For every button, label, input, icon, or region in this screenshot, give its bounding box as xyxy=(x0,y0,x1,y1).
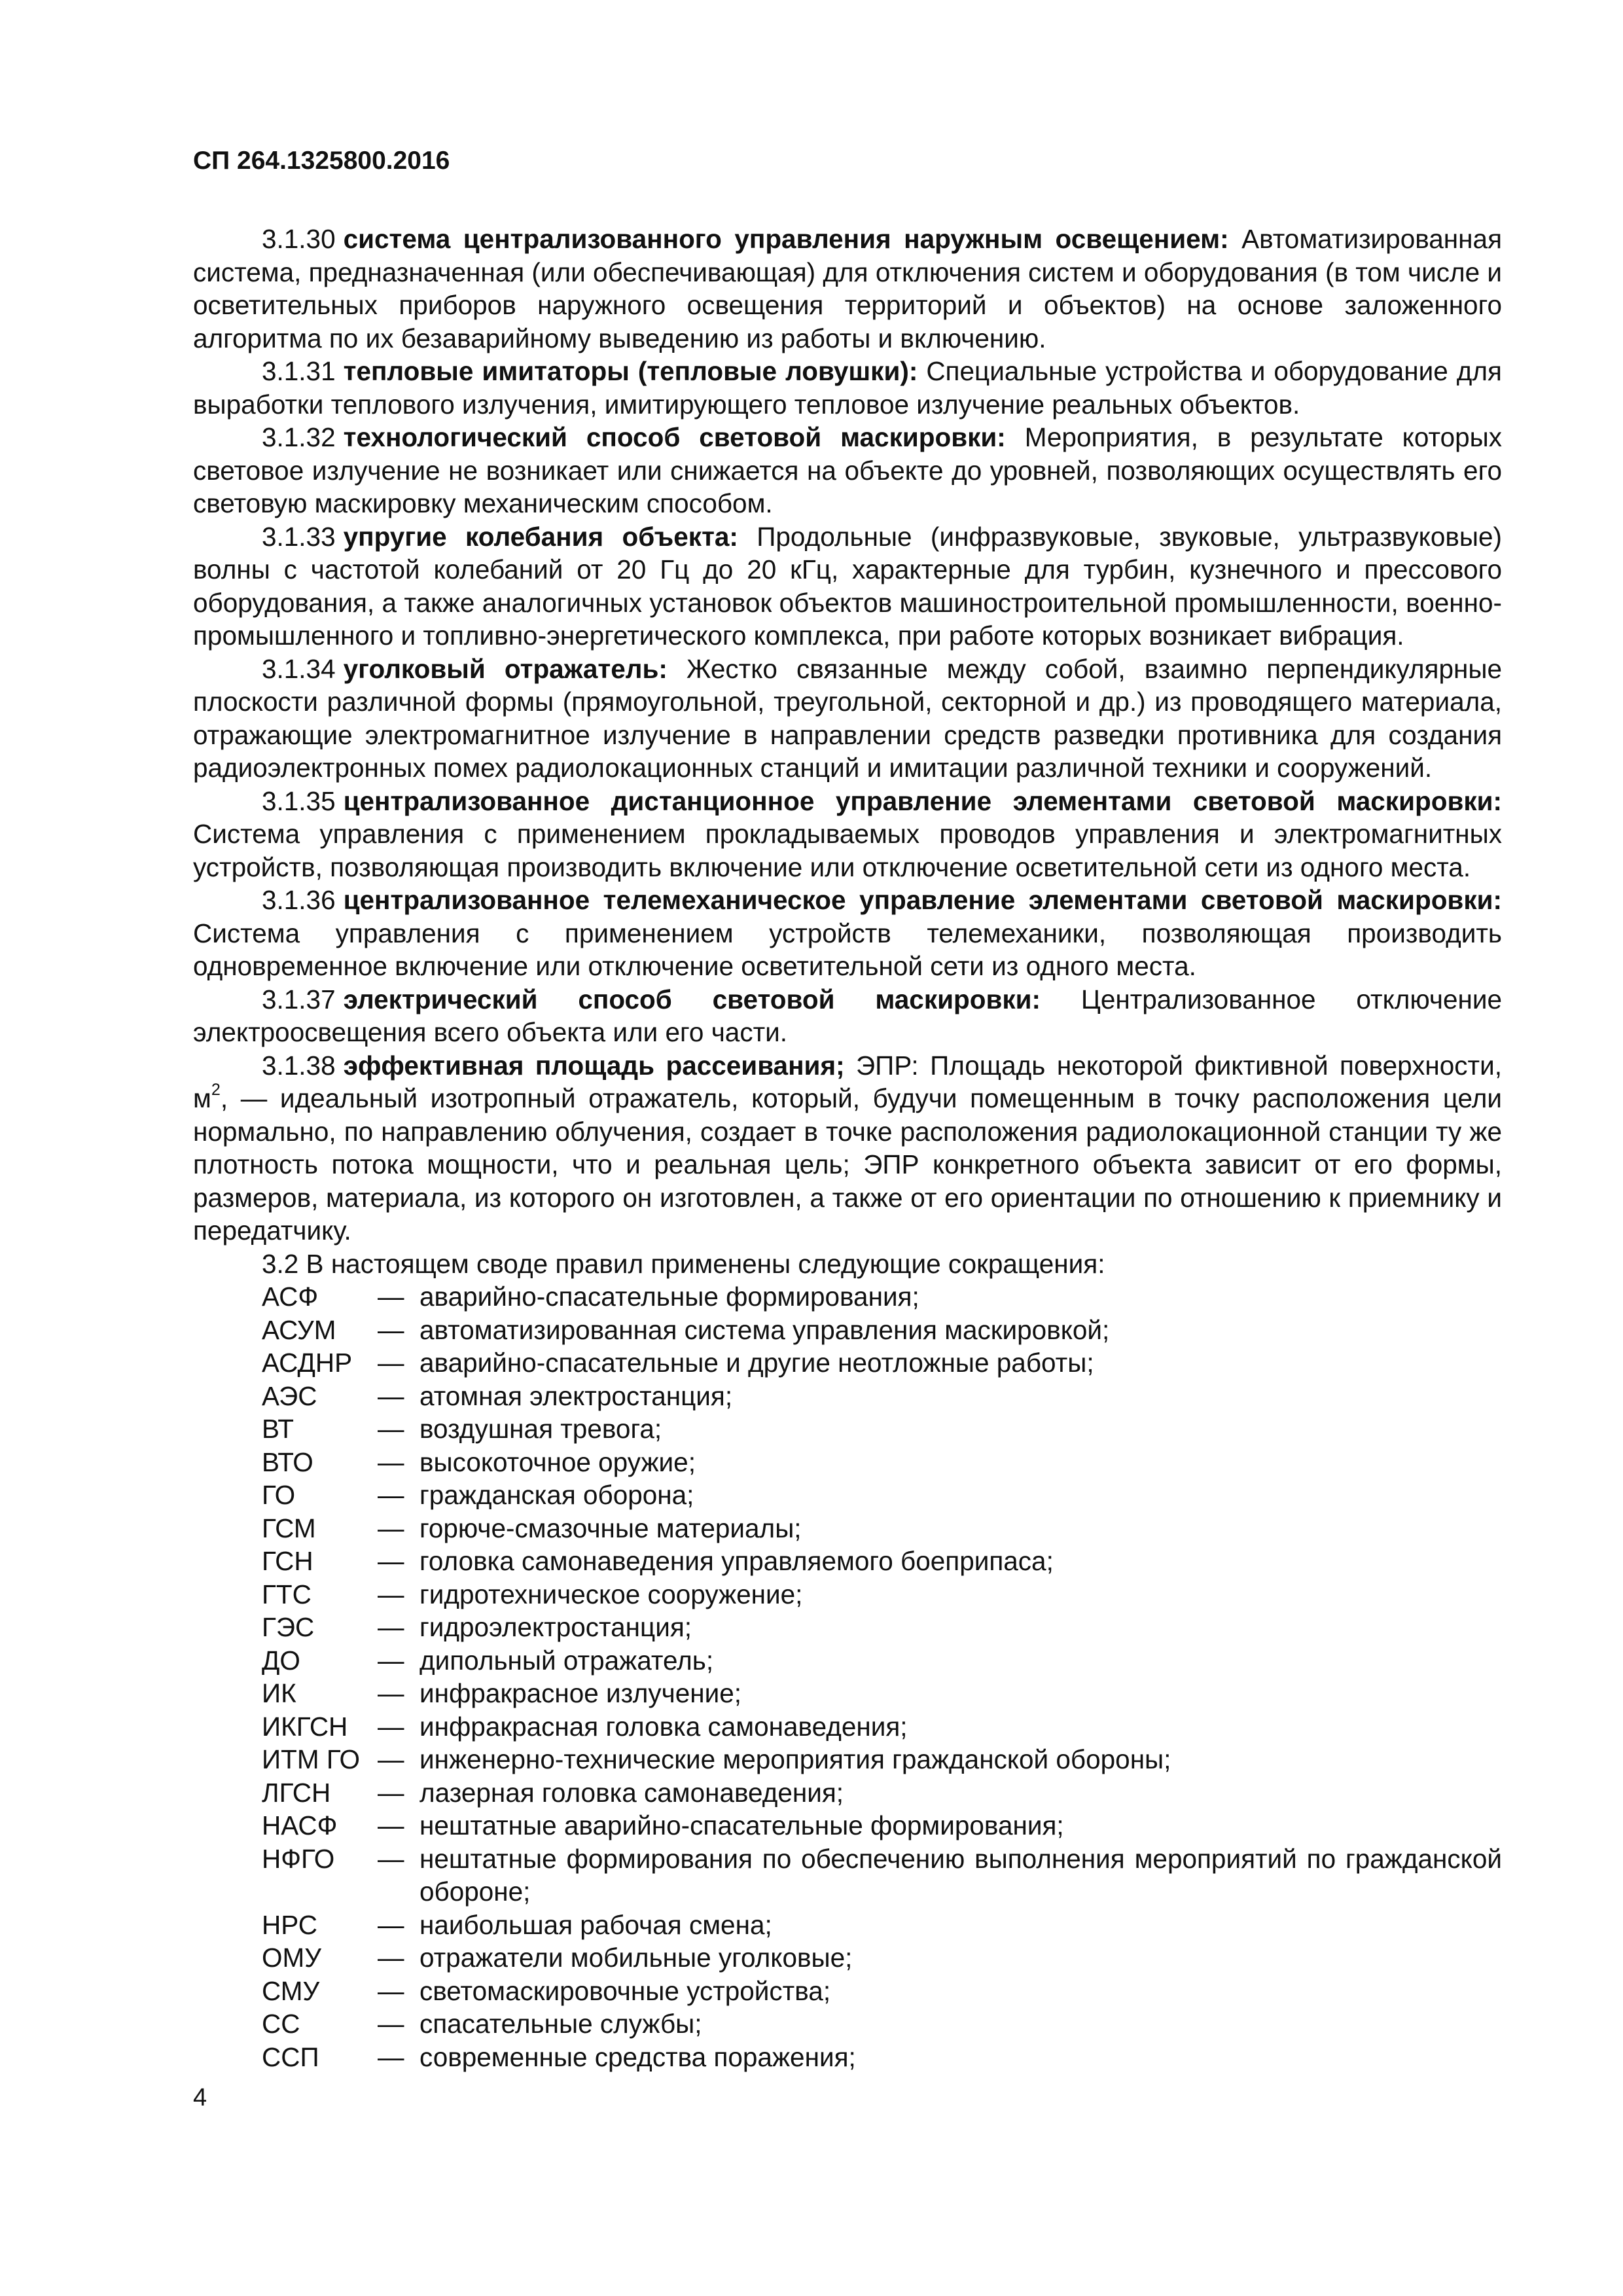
abbreviation-dash: — xyxy=(378,1744,404,1774)
abbreviation-item xyxy=(193,1776,1502,1810)
page-number: 4 xyxy=(193,2084,207,2111)
abbreviation-code: НАСФ xyxy=(262,1810,338,1840)
abbreviation-item xyxy=(193,1809,1502,1842)
abbreviation-item xyxy=(193,1710,1502,1744)
abbreviation-code: АСДНР xyxy=(262,1348,353,1378)
definition-text: Специальные устройства и оборудование для выработки теплового излучения, имитирующего тепловое излучение реальных объектов. xyxy=(193,356,1502,420)
definition-number: 3.1.36 xyxy=(262,885,336,915)
abbreviation-dash: — xyxy=(378,1975,404,2006)
abbreviation-item xyxy=(193,1479,1502,1512)
abbreviation-code: АСУМ xyxy=(262,1314,336,1345)
abbreviation-dash: — xyxy=(378,1645,404,1676)
definition-text: Жестко связанные между собой, взаимно перпендикулярные плоскости различной формы (прямоугольной, треугольной, секторной и др.) из проводящего материала, отражающие электромагнитное излучение в направлении средств разведки противника для создания радиоэлектронных помех радиолокационных станций и имитации различной техники и сооружений. xyxy=(193,653,1502,783)
abbreviation-definition: высокоточное оружие; xyxy=(419,1446,696,1477)
definition-3-1-32 xyxy=(193,421,1502,520)
superscript-exponent: 2 xyxy=(211,1081,221,1100)
abbreviation-dash: — xyxy=(378,2009,404,2039)
abbreviation-code: ИТМ ГО xyxy=(262,1744,360,1774)
definition-3-1-35 xyxy=(193,785,1502,884)
abbreviation-item xyxy=(193,1975,1502,2008)
definition-3-1-30 xyxy=(193,223,1502,355)
abbreviation-dash: — xyxy=(378,1480,404,1510)
abbreviation-item xyxy=(193,1842,1502,1909)
definition-3-1-31 xyxy=(193,355,1502,421)
abbreviation-dash: — xyxy=(378,1678,404,1708)
page-body xyxy=(193,223,1502,2073)
definition-term: электрический способ световой маскировки: xyxy=(343,984,1041,1014)
abbreviation-dash: — xyxy=(378,1282,404,1312)
abbreviation-dash: — xyxy=(378,1909,404,1940)
abbreviation-dash: — xyxy=(378,1777,404,1808)
abbreviation-dash: — xyxy=(378,2041,404,2072)
abbreviation-code: ГТС xyxy=(262,1579,312,1609)
abbreviation-dash: — xyxy=(378,1579,404,1609)
abbreviation-dash: — xyxy=(378,1546,404,1576)
abbreviation-item xyxy=(193,1412,1502,1446)
abbreviation-list xyxy=(193,1280,1502,2073)
definition-3-1-38 xyxy=(193,1049,1502,1247)
abbreviation-definition: воздушная тревога; xyxy=(419,1414,662,1444)
abbreviation-definition: инженерно-технические мероприятия гражданской обороны; xyxy=(419,1744,1171,1774)
abbreviation-definition: атомная электростанция; xyxy=(419,1380,733,1411)
abbreviation-item xyxy=(193,2041,1502,2074)
abbreviation-dash: — xyxy=(378,1348,404,1378)
abbreviation-definition: нештатные аварийно-спасательные формирования; xyxy=(419,1810,1064,1840)
definition-term: уголковый отражатель: xyxy=(343,653,668,684)
definition-text-continued: , — идеальный изотропный отражатель, который, будучи помещенным в точку расположения цели нормально, по направлению облучения, создает в точке расположения радиолокационной станции ту же плотность потока мощности, что и реальная цель; ЭПР конкретного объекта зависит от его формы, размеров, материала, из которого он изготовлен, а также от его ориентации по отношению к приемнику и передатчику. xyxy=(193,1083,1502,1246)
definition-number: 3.1.32 xyxy=(262,422,336,452)
abbreviation-code: НФГО xyxy=(262,1843,335,1874)
abbreviation-definition: современные средства поражения; xyxy=(419,2041,856,2072)
definition-number: 3.1.31 xyxy=(262,356,336,386)
abbreviation-dash: — xyxy=(378,1843,404,1874)
definition-term: тепловые имитаторы (тепловые ловушки): xyxy=(343,356,918,386)
document-code-header: СП 264.1325800.2016 xyxy=(193,147,450,175)
abbreviation-item xyxy=(193,1611,1502,1644)
abbreviation-definition: автоматизированная система управления маскировкой; xyxy=(419,1314,1110,1345)
abbreviation-definition: аварийно-спасательные формирования; xyxy=(419,1282,919,1312)
definition-term: эффективная площадь рассеивания; xyxy=(343,1050,845,1081)
abbreviation-code: НРС xyxy=(262,1909,318,1940)
definition-term: упругие колебания объекта: xyxy=(343,521,738,552)
abbreviation-dash: — xyxy=(378,1314,404,1345)
definition-number: 3.1.33 xyxy=(262,521,336,552)
abbreviation-code: СС xyxy=(262,2009,300,2039)
definition-term: централизованное дистанционное управление элементами световой маскировки: xyxy=(343,785,1502,816)
abbreviation-item xyxy=(193,1314,1502,1347)
definition-term: система централизованного управления наружным освещением: xyxy=(343,224,1229,254)
abbreviation-dash: — xyxy=(378,1513,404,1543)
definition-3-1-37 xyxy=(193,983,1502,1049)
abbreviation-code: АЭС xyxy=(262,1380,317,1411)
definition-3-1-33 xyxy=(193,520,1502,653)
abbreviation-code: ГО xyxy=(262,1480,296,1510)
abbreviation-code: АСФ xyxy=(262,1282,319,1312)
definition-text: Система управления с применением прокладываемых проводов управления и электромагнитных устройств, позволяющая производить включение или отключение осветительной сети из одного места. xyxy=(193,819,1502,882)
abbreviation-definition: головка самонаведения управляемого боеприпаса; xyxy=(419,1546,1054,1576)
abbreviation-dash: — xyxy=(378,1943,404,1973)
abbreviation-definition: горюче-смазочные материалы; xyxy=(419,1513,802,1543)
abbreviation-definition: аварийно-спасательные и другие неотложные работы; xyxy=(419,1348,1094,1378)
abbreviation-item xyxy=(193,1346,1502,1380)
abbreviation-item xyxy=(193,1644,1502,1677)
definition-text: Система управления с применением устройств телемеханики, позволяющая производить одновременное включение или отключение осветительной сети из одного места. xyxy=(193,918,1502,981)
abbreviation-definition: инфракрасная головка самонаведения; xyxy=(419,1711,908,1742)
abbreviation-code: ГСН xyxy=(262,1546,313,1576)
abbreviation-item xyxy=(193,1677,1502,1710)
abbreviation-item xyxy=(193,2007,1502,2041)
abbreviation-dash: — xyxy=(378,1446,404,1477)
abbreviation-code: ЛГСН xyxy=(262,1777,331,1808)
definition-term: централизованное телемеханическое управление элементами световой маскировки: xyxy=(343,885,1502,915)
definition-text: Централизованное отключение электроосвещения всего объекта или его части. xyxy=(193,984,1502,1047)
abbreviation-definition: наибольшая рабочая смена; xyxy=(419,1909,772,1940)
definition-text: Продольные (инфразвуковые, звуковые, ультразвуковые) волны с частотой колебаний от 20 Гц до 20 кГц, характерные для турбин, кузнечного и прессового оборудования, а также аналогичных установок объектов машиностроительной промышленности, военно-промышленного и топливно-энергетического комплекса, при работе которых возникает вибрация. xyxy=(193,521,1502,651)
abbreviations-intro: 3.2 В настоящем своде правил применены следующие сокращения: xyxy=(262,1248,1105,1279)
abbreviation-dash: — xyxy=(378,1414,404,1444)
definition-number: 3.1.34 xyxy=(262,653,336,684)
abbreviation-item xyxy=(193,1280,1502,1314)
abbreviation-item xyxy=(193,1545,1502,1578)
abbreviation-definition: дипольный отражатель; xyxy=(419,1645,714,1676)
abbreviation-definition: светомаскировочные устройства; xyxy=(419,1975,831,2006)
abbreviation-dash: — xyxy=(378,1612,404,1642)
definition-number: 3.1.37 xyxy=(262,984,336,1014)
definition-term: технологический способ световой маскировки: xyxy=(343,422,1006,452)
abbreviation-definition: отражатели мобильные уголковые; xyxy=(419,1943,853,1973)
definition-text: Автоматизированная система, предназначенная (или обеспечивающая) для отключения систем и оборудования (в том числе и осветительных приборов наружного освещения территорий и объектов) на основе заложенного алгоритма по их безаварийному выведению из работы и включению. xyxy=(193,224,1502,353)
definition-number: 3.1.35 xyxy=(262,785,336,816)
abbreviation-definition: гидроэлектростанция; xyxy=(419,1612,692,1642)
abbreviation-code: ССП xyxy=(262,2041,319,2072)
abbreviation-definition: нештатные формирования по обеспечению выполнения мероприятий по гражданской обороне; xyxy=(419,1843,1502,1907)
abbreviation-code: ИК xyxy=(262,1678,296,1708)
abbreviation-code: ГСМ xyxy=(262,1513,316,1543)
abbreviation-item xyxy=(193,1909,1502,1942)
abbreviation-definition: гражданская оборона; xyxy=(419,1480,694,1510)
abbreviation-item xyxy=(193,1446,1502,1479)
abbreviation-code: ВТО xyxy=(262,1446,313,1477)
abbreviation-dash: — xyxy=(378,1711,404,1742)
definition-3-1-36 xyxy=(193,884,1502,983)
abbreviation-definition: лазерная головка самонаведения; xyxy=(419,1777,844,1808)
abbreviation-code: ГЭС xyxy=(262,1612,315,1642)
definition-number: 3.1.30 xyxy=(262,224,336,254)
definition-text: ЭПР: Площадь некоторой фиктивной поверхности, м xyxy=(193,1050,1502,1113)
abbreviation-item xyxy=(193,1743,1502,1776)
abbreviation-definition: гидротехническое сооружение; xyxy=(419,1579,803,1609)
abbreviation-code: ОМУ xyxy=(262,1943,321,1973)
abbreviation-definition: спасательные службы; xyxy=(419,2009,702,2039)
definition-number: 3.1.38 xyxy=(262,1050,336,1081)
abbreviation-item xyxy=(193,1512,1502,1545)
definition-text: Мероприятия, в результате которых световое излучение не возникает или снижается на объекте до уровней, позволяющих осуществлять его световую маскировку механическим способом. xyxy=(193,422,1502,518)
abbreviation-code: ВТ xyxy=(262,1414,294,1444)
abbreviation-item xyxy=(193,1941,1502,1975)
definition-3-1-34 xyxy=(193,653,1502,785)
abbreviation-code: ДО xyxy=(262,1645,300,1676)
abbreviation-item xyxy=(193,1578,1502,1611)
abbreviation-dash: — xyxy=(378,1810,404,1840)
abbreviation-code: СМУ xyxy=(262,1975,320,2006)
abbreviation-dash: — xyxy=(378,1380,404,1411)
abbreviation-item xyxy=(193,1380,1502,1413)
abbreviation-code: ИКГСН xyxy=(262,1711,348,1742)
abbreviation-definition: инфракрасное излучение; xyxy=(419,1678,742,1708)
